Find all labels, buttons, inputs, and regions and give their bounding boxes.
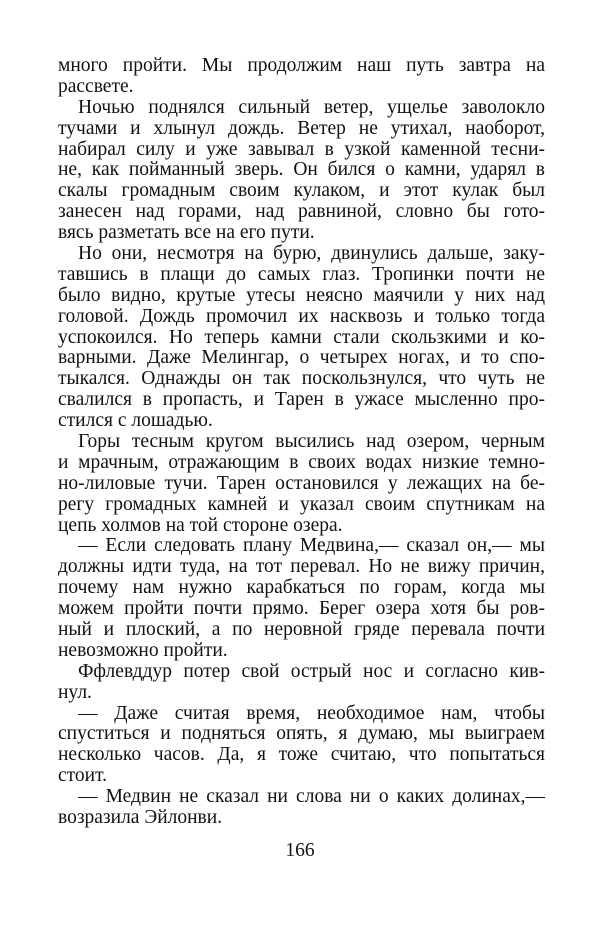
text-line: — Даже считая время, необходимое нам, чтобы	[78, 702, 545, 724]
text-line: стоит.	[58, 765, 108, 787]
text-line: тучами и хлынул дождь. Ветер не утихал, наоборот,	[58, 117, 545, 139]
text-line: но-лиловые тучи. Тарен остановился у лежащих на бе-	[58, 472, 545, 494]
text-line: Ффлевддур потер свой острый нос и согласно кив-	[78, 660, 545, 682]
text-line: набирал силу и уже завывал в узкой каменной тесни-	[58, 138, 545, 160]
text-line: цепь холмов на той стороне озера.	[58, 514, 343, 536]
text-line: и мрачным, отражающим в своих водах низкие темно-	[58, 451, 545, 473]
text-line: должны идти туда, на тот перевал. Но не вижу причин,	[58, 556, 545, 578]
text-line: можем пройти почти прямо. Берег озера хотя бы ров-	[58, 598, 545, 620]
text-line: Ночью поднялся сильный ветер, ущелье заволокло	[78, 96, 545, 118]
text-line: ный и плоский, а по неровной гряде перевала почти	[58, 619, 545, 640]
text-line: стился с лошадью.	[58, 410, 213, 432]
text-line: скалы громадным своим кулаком, и этот кулак был	[58, 180, 545, 202]
text-line: свалился в пропасть, и Тарен в ужасе мысленно про-	[58, 389, 545, 411]
text-line: — Медвин не сказал ни слова ни о каких долинах,—	[78, 786, 545, 808]
text-line: вясь разметать все на его пути.	[58, 222, 315, 244]
text-line: тыкался. Однажды он так поскользнулся, что чуть не	[58, 368, 545, 390]
text-line: не, как пойманный зверь. Он бился о камни, ударял в	[58, 159, 545, 181]
text-line: — Если следовать плану Медвина,— сказал он,— мы	[78, 535, 545, 557]
text-line: успокоился. Но теперь камни стали скользкими и ко-	[58, 326, 545, 348]
text-line: много пройти. Мы продолжим наш путь завтра на	[58, 55, 545, 76]
text-line: было видно, крутые утесы неясно маячили у них над	[58, 284, 545, 306]
text-line: нул.	[58, 681, 92, 703]
text-line: варными. Даже Мелингар, о четырех ногах, и то спо-	[58, 347, 545, 369]
text-line: тавшись в плащи до самых глаз. Тропинки почти не	[58, 263, 545, 285]
text-line: регу громадных камней и указал своим спутникам на	[58, 493, 545, 515]
page-number: 166	[285, 840, 315, 861]
text-line: Горы тесным кругом высились над озером, черным	[78, 431, 545, 452]
text-line: головой. Дождь промочил их насквозь и только тогда	[58, 305, 545, 327]
text-line: почему нам нужно карабкаться по горам, когда мы	[58, 577, 545, 599]
text-line: Но они, несмотря на бурю, двинулись дальше, заку-	[78, 243, 545, 264]
text-line: несколько часов. Да, я тоже считаю, что попытаться	[58, 744, 545, 766]
text-line: спуститься и подняться опять, я думаю, мы выиграем	[58, 723, 545, 745]
text-line: возразила Эйлонви.	[58, 807, 223, 828]
text-line: рассвете.	[58, 75, 134, 97]
text-line: занесен над горами, над равниной, словно бы гото-	[58, 201, 545, 223]
text-line: невозможно пройти.	[58, 639, 228, 661]
